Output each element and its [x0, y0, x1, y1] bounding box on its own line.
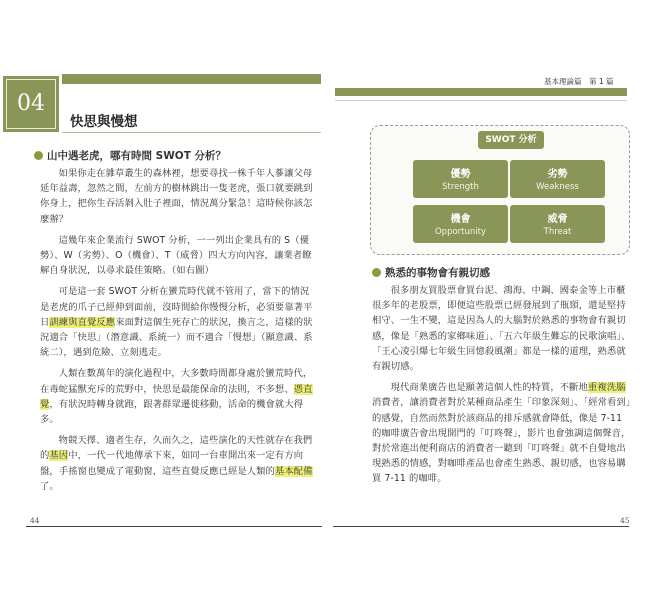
bottom-rule-right — [333, 526, 629, 527]
highlight-text: 基因 — [49, 450, 69, 462]
bullet-icon — [34, 151, 43, 160]
highlight-text: 憑直覺 — [40, 383, 313, 410]
paragraph: 如果你走在雜草叢生的森林裡，想要尋找一株千年人蔘讓父母延年益壽，忽然之間，左前方的樹林跳出一隻老虎，張口就要跳到你身上，把你生吞活剝入肚子裡面，情況萬分緊急！這時候你該怎麼辦？ — [40, 168, 313, 225]
paragraph: 現代商業廣告也是顯著這個人性的特質，不斷地重複洗腦消費者，讓消費者對於某種商品產生「印象深刻」、「經常看到」的感覺，自然而然對於該商品的排斥感就會降低，像是 7-11 的咖啡廣告會出現開門的「叮咚聲」，影片也會強調這個聲音，對於常進出便利商店的消費者一聽到「叮咚聲」就不自覺地出現熟悉的情感，對咖啡產品也會產生熟悉、親切感，也容易購買 7-11 的咖啡。 — [372, 382, 631, 485]
chapter-number-box — [3, 76, 59, 132]
paragraph: 可是這一套 SWOT 分析在蠻荒時代就不管用了，當下的情況是老虎的爪子已經伸到面前，沒時間給你慢慢分析，必須要靠著平日訓練與直覺反應來面對這個生死存亡的狀況，換言之，這樣的狀況適合「快思」（潛意識、系統一）而不適合「慢想」（顯意識、系統二），遇到危險、立刻逃走。 — [40, 286, 313, 359]
section-title-tiger: 山中遇老虎，哪有時間 SWOT 分析？ — [34, 148, 226, 163]
highlight-text: 重複洗腦 — [587, 382, 626, 394]
page-number-left: 44 — [30, 516, 40, 525]
swot-cell-opportunity: 機會 Opportunity — [413, 205, 508, 243]
highlight-text: 訓練與直覺反應 — [49, 316, 116, 328]
paragraph: 很多朋友買股票會買台泥、鴻海、中鋼、國泰金等上市櫃很多年的老股票，即便這些股票已經發展到了瓶頸，還是堅持相守、一生不變，這是因為人的大腦對於熟悉的事物會有親切感，像是「熟悉的家鄉味道」、「五六年級生難忘的民歌演唱」、「王心凌引爆七年級生回憶殺風潮」都是一樣的道理，熟悉就有親切感。 — [372, 285, 631, 373]
highlight-text: 基本配備 — [274, 465, 313, 477]
right-body-text — [372, 283, 634, 487]
running-head-bar — [335, 88, 627, 96]
running-head-rule — [335, 100, 627, 101]
chapter-header-bar — [62, 74, 321, 84]
bottom-rule-left — [26, 526, 322, 527]
paragraph: 這幾年來企業流行 SWOT 分析，一一列出企業具有的 S（優勢）、W（劣勢）、O（機會）、T（威脅）四大方向內容，讓業者瞭解自身狀況，以尋求最佳策略。（如右圖） — [40, 234, 312, 277]
left-body-text — [40, 166, 314, 494]
bullet-icon — [372, 268, 381, 277]
page-number-right: 45 — [620, 516, 630, 525]
chapter-number: 04 — [6, 79, 56, 129]
swot-diagram-title: SWOT 分析 — [478, 131, 544, 149]
chapter-title: 快思與慢想 — [70, 114, 138, 130]
paragraph: 物競天擇、適者生存，久而久之，這些演化的天性就存在我們的基因中，一代一代地傳承下來，如同一台車開出來一定有方向盤，手搖窗也變成了電動窗，這些直覺反應已經是人類的基本配備了。 — [40, 435, 313, 492]
chapter-title-rule — [62, 132, 321, 133]
paragraph: 人類在數萬年的演化過程中，大多數時間都身處於蠻荒時代，在毒蛇猛獸充斥的荒野中，快思是最能保命的法則，不多想、憑直覺，有狀況時轉身就跑，跟著群眾遷徙移動，活命的機會就大得多。 — [40, 368, 313, 426]
section-title-familiar: 熟悉的事物會有親切感 — [372, 265, 490, 280]
running-head: 基本理論篇 第 1 篇 — [544, 77, 614, 86]
swot-cell-strength: 優勢 Strength — [413, 160, 508, 198]
swot-cell-threat: 威脅 Threat — [510, 205, 605, 243]
swot-cell-weakness: 劣勢 Weakness — [510, 160, 605, 198]
